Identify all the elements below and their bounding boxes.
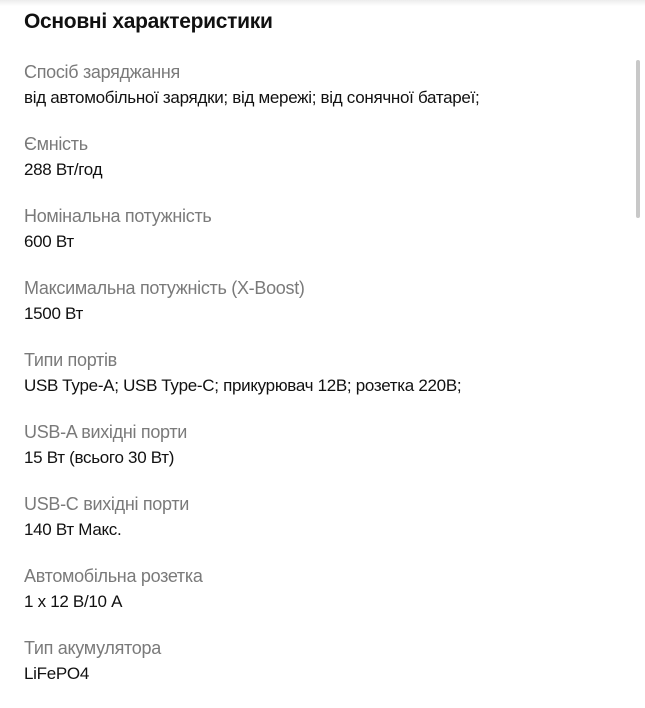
spec-label: Автомобільна розетка: [24, 566, 203, 586]
spec-value: 600 Вт: [24, 232, 74, 251]
spec-value: 15 Вт (всього 30 Вт): [24, 448, 175, 467]
spec-label: Ємність: [24, 134, 88, 154]
spec-list: [24, 60, 479, 708]
scrollbar[interactable]: [636, 60, 640, 218]
spec-capacity: [24, 132, 479, 204]
spec-charging-method: [24, 60, 479, 132]
top-shadow: [0, 0, 645, 6]
spec-label: Спосіб заряджання: [24, 62, 180, 82]
section-title: Основні характеристики: [24, 10, 273, 33]
spec-label: USB-C вихідні порти: [24, 494, 190, 514]
spec-car-outlet: [24, 564, 479, 636]
spec-value: LiFePO4: [24, 664, 89, 683]
spec-usb-a: [24, 420, 479, 492]
spec-max-power: [24, 276, 479, 348]
spec-rated-power: [24, 204, 479, 276]
spec-value: 1 x 12 В/10 А: [24, 592, 123, 611]
spec-label: USB-A вихідні порти: [24, 422, 188, 442]
spec-label: Номінальна потужність: [24, 206, 212, 226]
spec-label: Типи портів: [24, 350, 117, 370]
spec-value: USB Type-A; USB Type-C; прикурювач 12В; розетка 220В;: [24, 376, 462, 395]
spec-label: Тип акумулятора: [24, 638, 161, 658]
spec-value: 288 Вт/год: [24, 160, 103, 179]
spec-battery-type: [24, 636, 479, 708]
spec-port-types: [24, 348, 479, 420]
spec-label: Максимальна потужність (X-Boost): [24, 278, 305, 298]
spec-usb-c: [24, 492, 479, 564]
spec-value: 1500 Вт: [24, 304, 84, 323]
spec-value: 140 Вт Макс.: [24, 520, 122, 539]
spec-value: від автомобільної зарядки; від мережі; від сонячної батареї;: [24, 88, 480, 107]
